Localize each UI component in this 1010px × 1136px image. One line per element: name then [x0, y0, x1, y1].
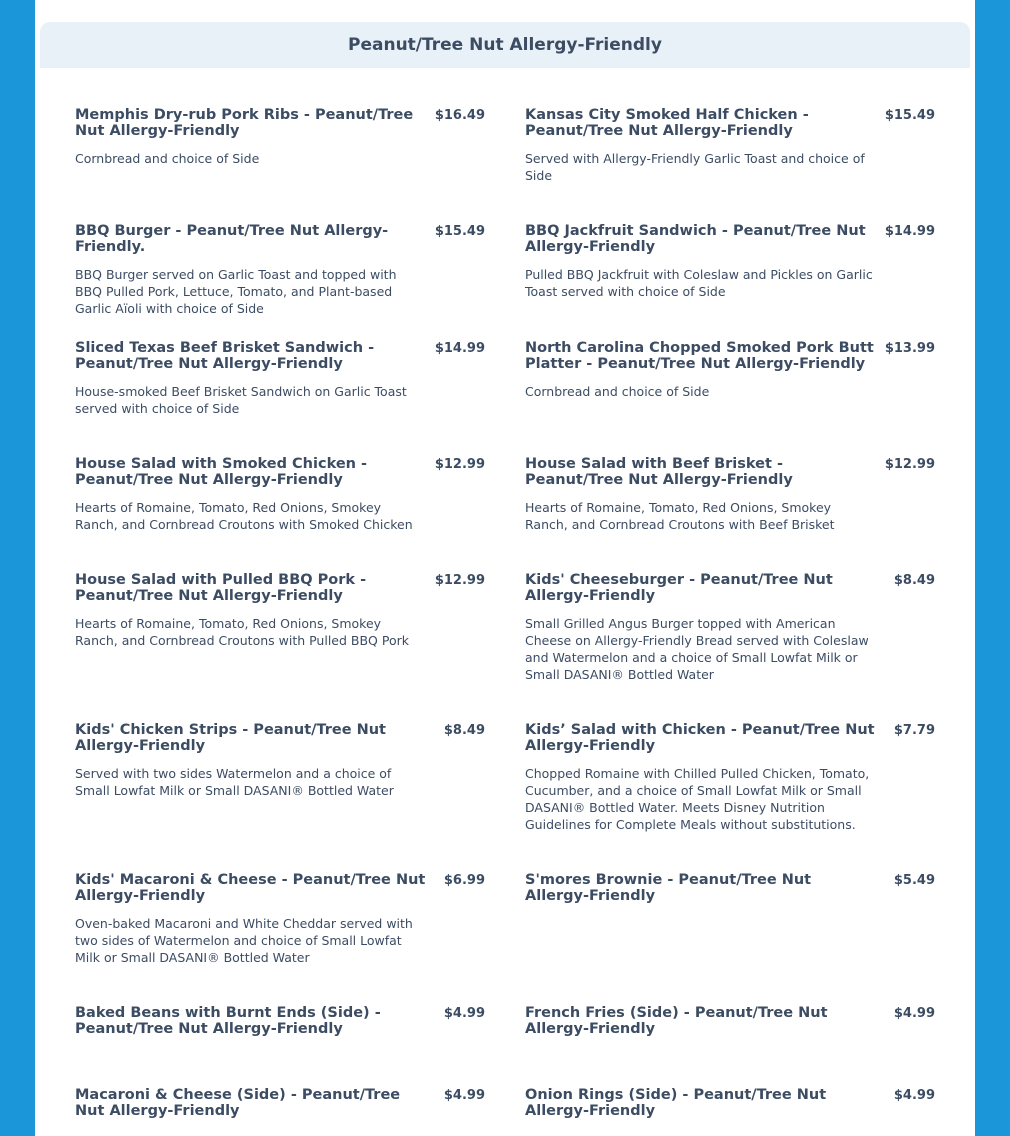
menu-item-name: Kids’ Salad with Chicken - Peanut/Tree Nut Allergy-Friendly — [525, 722, 875, 754]
menu-item-name: House Salad with Pulled BBQ Pork - Peanut/Tree Nut Allergy-Friendly — [75, 572, 367, 604]
menu-item-name: House Salad with Smoked Chicken - Peanut/Tree Nut Allergy-Friendly — [75, 456, 368, 488]
menu-item-price: $5.49 — [893, 873, 935, 888]
menu-item-name: Sliced Texas Beef Brisket Sandwich - Peanut/Tree Nut Allergy-Friendly — [75, 340, 375, 372]
menu-page — [35, 0, 975, 1136]
menu-item-description: Cornbread and choice of Side — [525, 384, 710, 399]
menu-item-description: BBQ Burger served on Garlic Toast and topped with BBQ Pulled Pork, Lettuce, Tomato, and Plant-based Garlic Aïoli with choice of Side — [75, 267, 397, 316]
menu-item-name: Baked Beans with Burnt Ends (Side) - Peanut/Tree Nut Allergy-Friendly — [75, 1005, 381, 1037]
menu-item-description: Cornbread and choice of Side — [75, 151, 260, 166]
menu-item-name: Kids' Macaroni & Cheese - Peanut/Tree Nut Allergy-Friendly — [75, 872, 426, 904]
menu-item-price: $4.99 — [443, 1088, 485, 1103]
menu-item-description: House-smoked Beef Brisket Sandwich on Garlic Toast served with choice of Side — [75, 384, 407, 416]
menu-item-description: Pulled BBQ Jackfruit with Coleslaw and Pickles on Garlic Toast served with choice of Side — [525, 267, 873, 299]
menu-item-price: $12.99 — [434, 457, 485, 472]
menu-item-name: Kids' Cheeseburger - Peanut/Tree Nut Allergy-Friendly — [525, 572, 833, 604]
menu-item-price: $7.79 — [893, 723, 935, 738]
menu-item-price: $4.99 — [893, 1006, 935, 1021]
menu-item-name: BBQ Jackfruit Sandwich - Peanut/Tree Nut Allergy-Friendly — [525, 223, 866, 255]
menu-item-description: Chopped Romaine with Chilled Pulled Chicken, Tomato, Cucumber, and a choice of Small Lowfat Milk or Small DASANI® Bottled Water. Meets Disney Nutrition Guidelines for Complete Meals without substitutions. — [525, 766, 870, 832]
menu-item-description: Oven-baked Macaroni and White Cheddar served with two sides of Watermelon and choice of Small Lowfat Milk or Small DASANI® Bottled Water — [75, 916, 413, 965]
menu-item-price: $6.99 — [443, 873, 485, 888]
menu-item-name: North Carolina Chopped Smoked Pork Butt Platter - Peanut/Tree Nut Allergy-Friendly — [525, 340, 874, 372]
menu-item-name: Kids' Chicken Strips - Peanut/Tree Nut Allergy-Friendly — [75, 722, 386, 754]
menu-item-price: $12.99 — [434, 573, 485, 588]
menu-item-price: $14.99 — [434, 341, 485, 356]
menu-item-price: $14.99 — [884, 224, 935, 239]
menu-item-price: $8.49 — [443, 723, 485, 738]
menu-item-description: Small Grilled Angus Burger topped with American Cheese on Allergy-Friendly Bread served with Coleslaw and Watermelon and a choice of Small Lowfat Milk or Small DASANI® Bottled Water — [525, 616, 869, 682]
menu-item-price: $15.49 — [434, 224, 485, 239]
menu-item-description: Hearts of Romaine, Tomato, Red Onions, Smokey Ranch, and Cornbread Croutons with Smoked Chicken — [75, 500, 413, 532]
menu-item-price: $4.99 — [893, 1088, 935, 1103]
menu-item-price: $13.99 — [884, 341, 935, 356]
menu-item-name: BBQ Burger - Peanut/Tree Nut Allergy-Friendly. — [75, 223, 389, 255]
menu-item-description: Served with Allergy-Friendly Garlic Toast and choice of Side — [525, 151, 865, 183]
menu-item-name: S'mores Brownie - Peanut/Tree Nut Allergy-Friendly — [525, 872, 812, 904]
menu-item-price: $12.99 — [884, 457, 935, 472]
menu-item-price: $16.49 — [434, 108, 485, 123]
menu-item-name: House Salad with Beef Brisket - Peanut/Tree Nut Allergy-Friendly — [525, 456, 793, 488]
menu-item-description: Hearts of Romaine, Tomato, Red Onions, Smokey Ranch, and Cornbread Croutons with Pulled BBQ Pork — [75, 616, 409, 648]
menu-item-name: French Fries (Side) - Peanut/Tree Nut Allergy-Friendly — [525, 1005, 828, 1037]
menu-item-price: $15.49 — [884, 108, 935, 123]
menu-item-description: Hearts of Romaine, Tomato, Red Onions, Smokey Ranch, and Cornbread Croutons with Beef Brisket — [525, 500, 835, 532]
menu-item-name: Onion Rings (Side) - Peanut/Tree Nut Allergy-Friendly — [525, 1087, 827, 1119]
section-title: Peanut/Tree Nut Allergy-Friendly — [40, 22, 970, 68]
menu-item-name: Kansas City Smoked Half Chicken - Peanut/Tree Nut Allergy-Friendly — [525, 107, 809, 139]
menu-item-price: $8.49 — [893, 573, 935, 588]
menu-item-price: $4.99 — [443, 1006, 485, 1021]
menu-item-name: Memphis Dry-rub Pork Ribs - Peanut/Tree Nut Allergy-Friendly — [75, 107, 414, 139]
menu-item-description: Served with two sides Watermelon and a choice of Small Lowfat Milk or Small DASANI® Bottled Water — [75, 766, 394, 798]
menu-item-name: Macaroni & Cheese (Side) - Peanut/Tree Nut Allergy-Friendly — [75, 1087, 401, 1119]
